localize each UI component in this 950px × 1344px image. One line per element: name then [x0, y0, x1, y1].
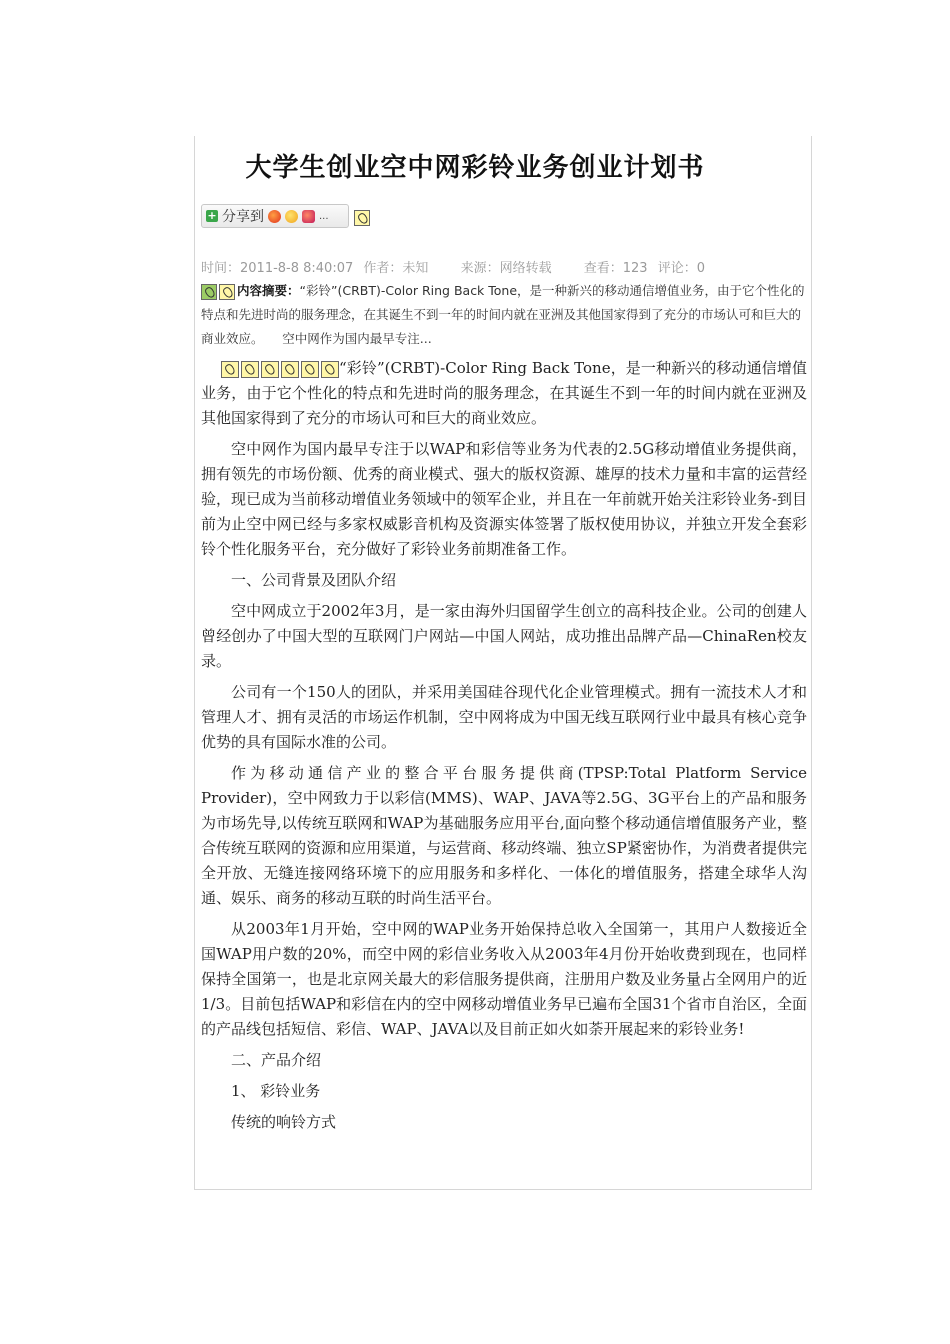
- paragraph-text: “彩铃”(CRBT)-Color Ring Back Tone，是一种新兴的移动通信增值业务，由于它个性化的特点和先进时尚的服务理念，在其诞生不到一年的时间内就在亚洲及其他国家得到了充分的市场认可和巨大的商业效应。: [201, 359, 807, 427]
- qzone-icon[interactable]: [285, 210, 298, 223]
- paragraph: 从2003年1月开始，空中网的WAP业务开始保持总收入全国第一，其用户人数接近全国WAP用户数的20%，而空中网的彩信业务收入从2003年4月份开始收费到现在，也同样保持全国第一，也是北京网关最大的彩信服务提供商，注册用户数及业务量占全网用户的近1/3。目前包括WAP和彩信在内的空中网移动增值业务早已遍布全国31个省市自治区，全面的产品线包括短信、彩信、WAP、JAVA以及目前正如火如荼开展起来的彩铃业务!: [201, 920, 807, 1038]
- image-placeholder-icon: [219, 284, 235, 300]
- paragraph: [201, 356, 807, 431]
- lead-icons: [221, 361, 339, 378]
- paragraph: 空中网作为国内最早专注于以WAP和彩信等业务为代表的2.5G移动增值业务提供商，拥有领先的市场份额、优秀的商业模式、强大的版权资源、雄厚的技术力量和丰富的运营经验，现已成为当前移动增值业务领域中的领军企业，并且在一年前就开始关注彩铃业务-到目前为止空中网已经与多家权威影音机构及资源实体签署了版权使用协议，并独立开发全套彩铃个性化服务平台，充分做好了彩铃业务前期准备工作。: [201, 440, 807, 558]
- image-placeholder-icon: [241, 361, 259, 378]
- image-placeholder-icon: [221, 361, 239, 378]
- paragraph: 公司有一个150人的团队，并采用美国硅谷现代化企业管理模式。拥有一流技术人才和管理人才、拥有灵活的市场运作机制，空中网将成为中国无线互联网行业中最具有核心竞争优势的具有国际水准的公司。: [201, 683, 807, 751]
- summary-text: 是一种新兴的移动通信增值业务，由于它个性化的特点和先进时尚的服务理念，在其诞生不到一年的时间内就在亚洲及其他国家得到了充分的市场认可和巨大的商业效应。 空中网作为国内最早专注...: [201, 283, 805, 346]
- article-meta: [201, 257, 807, 276]
- renren-icon[interactable]: [302, 210, 315, 223]
- section-heading: 一、公司背景及团队介绍: [231, 571, 397, 589]
- image-placeholder-icon: [261, 361, 279, 378]
- meta-author: 作者：未知: [363, 261, 429, 276]
- summary-label: 内容摘要：: [237, 283, 300, 298]
- meta-time: 时间：2011-8-8 8:40:07: [201, 261, 354, 276]
- article-body: [201, 356, 807, 1141]
- image-placeholder-icon: [301, 361, 319, 378]
- summary-icons: [201, 284, 235, 300]
- article-title: 大学生创业空中网彩铃业务创业计划书: [245, 153, 705, 183]
- paragraph: 作为移动通信产业的整合平台服务提供商(TPSP:Total Platform Service Provider)，空中网致力于以彩信(MMS)、WAP、JAVA等2.5G、3G平台上的产品和服务为市场先导,以传统互联网和WAP为基础服务应用平台,面向整个移动通信增值服务产业，整合传统互联网的资源和应用渠道，与运营商、移动终端、独立SP紧密协作，为消费者提供完全开放、无缝连接网络环境下的应用服务和多样化、一体化的增值服务，搭建全球华人沟通、娱乐、商务的移动互联的时尚生活平台。: [201, 764, 807, 907]
- section-heading: 二、产品介绍: [231, 1051, 322, 1069]
- share-label: 分享到: [222, 209, 264, 225]
- meta-comments: 评论：0: [657, 261, 705, 276]
- subsection-heading: 1、 彩铃业务: [231, 1082, 321, 1100]
- image-placeholder-icon: [321, 361, 339, 378]
- summary-text-en: “彩铃”(CRBT)-Color Ring Back Tone，: [299, 283, 530, 298]
- image-placeholder-icon: [354, 210, 370, 226]
- image-placeholder-icon: [201, 284, 217, 300]
- plus-icon: +: [207, 209, 217, 222]
- paragraph: 空中网成立于2002年3月，是一家由海外归国留学生创立的高科技企业。公司的创建人曾经创办了中国大型的互联网门户网站—中国人网站，成功推出品牌产品—ChinaRen校友录。: [201, 602, 807, 670]
- meta-views: 查看：123: [583, 261, 648, 276]
- content-summary: [201, 279, 809, 351]
- meta-source: 来源：网络转载: [460, 261, 552, 276]
- share-button[interactable]: [201, 204, 349, 228]
- image-placeholder-icon: [281, 361, 299, 378]
- paragraph: 传统的响铃方式: [231, 1113, 337, 1131]
- weibo-icon[interactable]: [268, 210, 281, 223]
- share-more[interactable]: ...: [319, 210, 329, 222]
